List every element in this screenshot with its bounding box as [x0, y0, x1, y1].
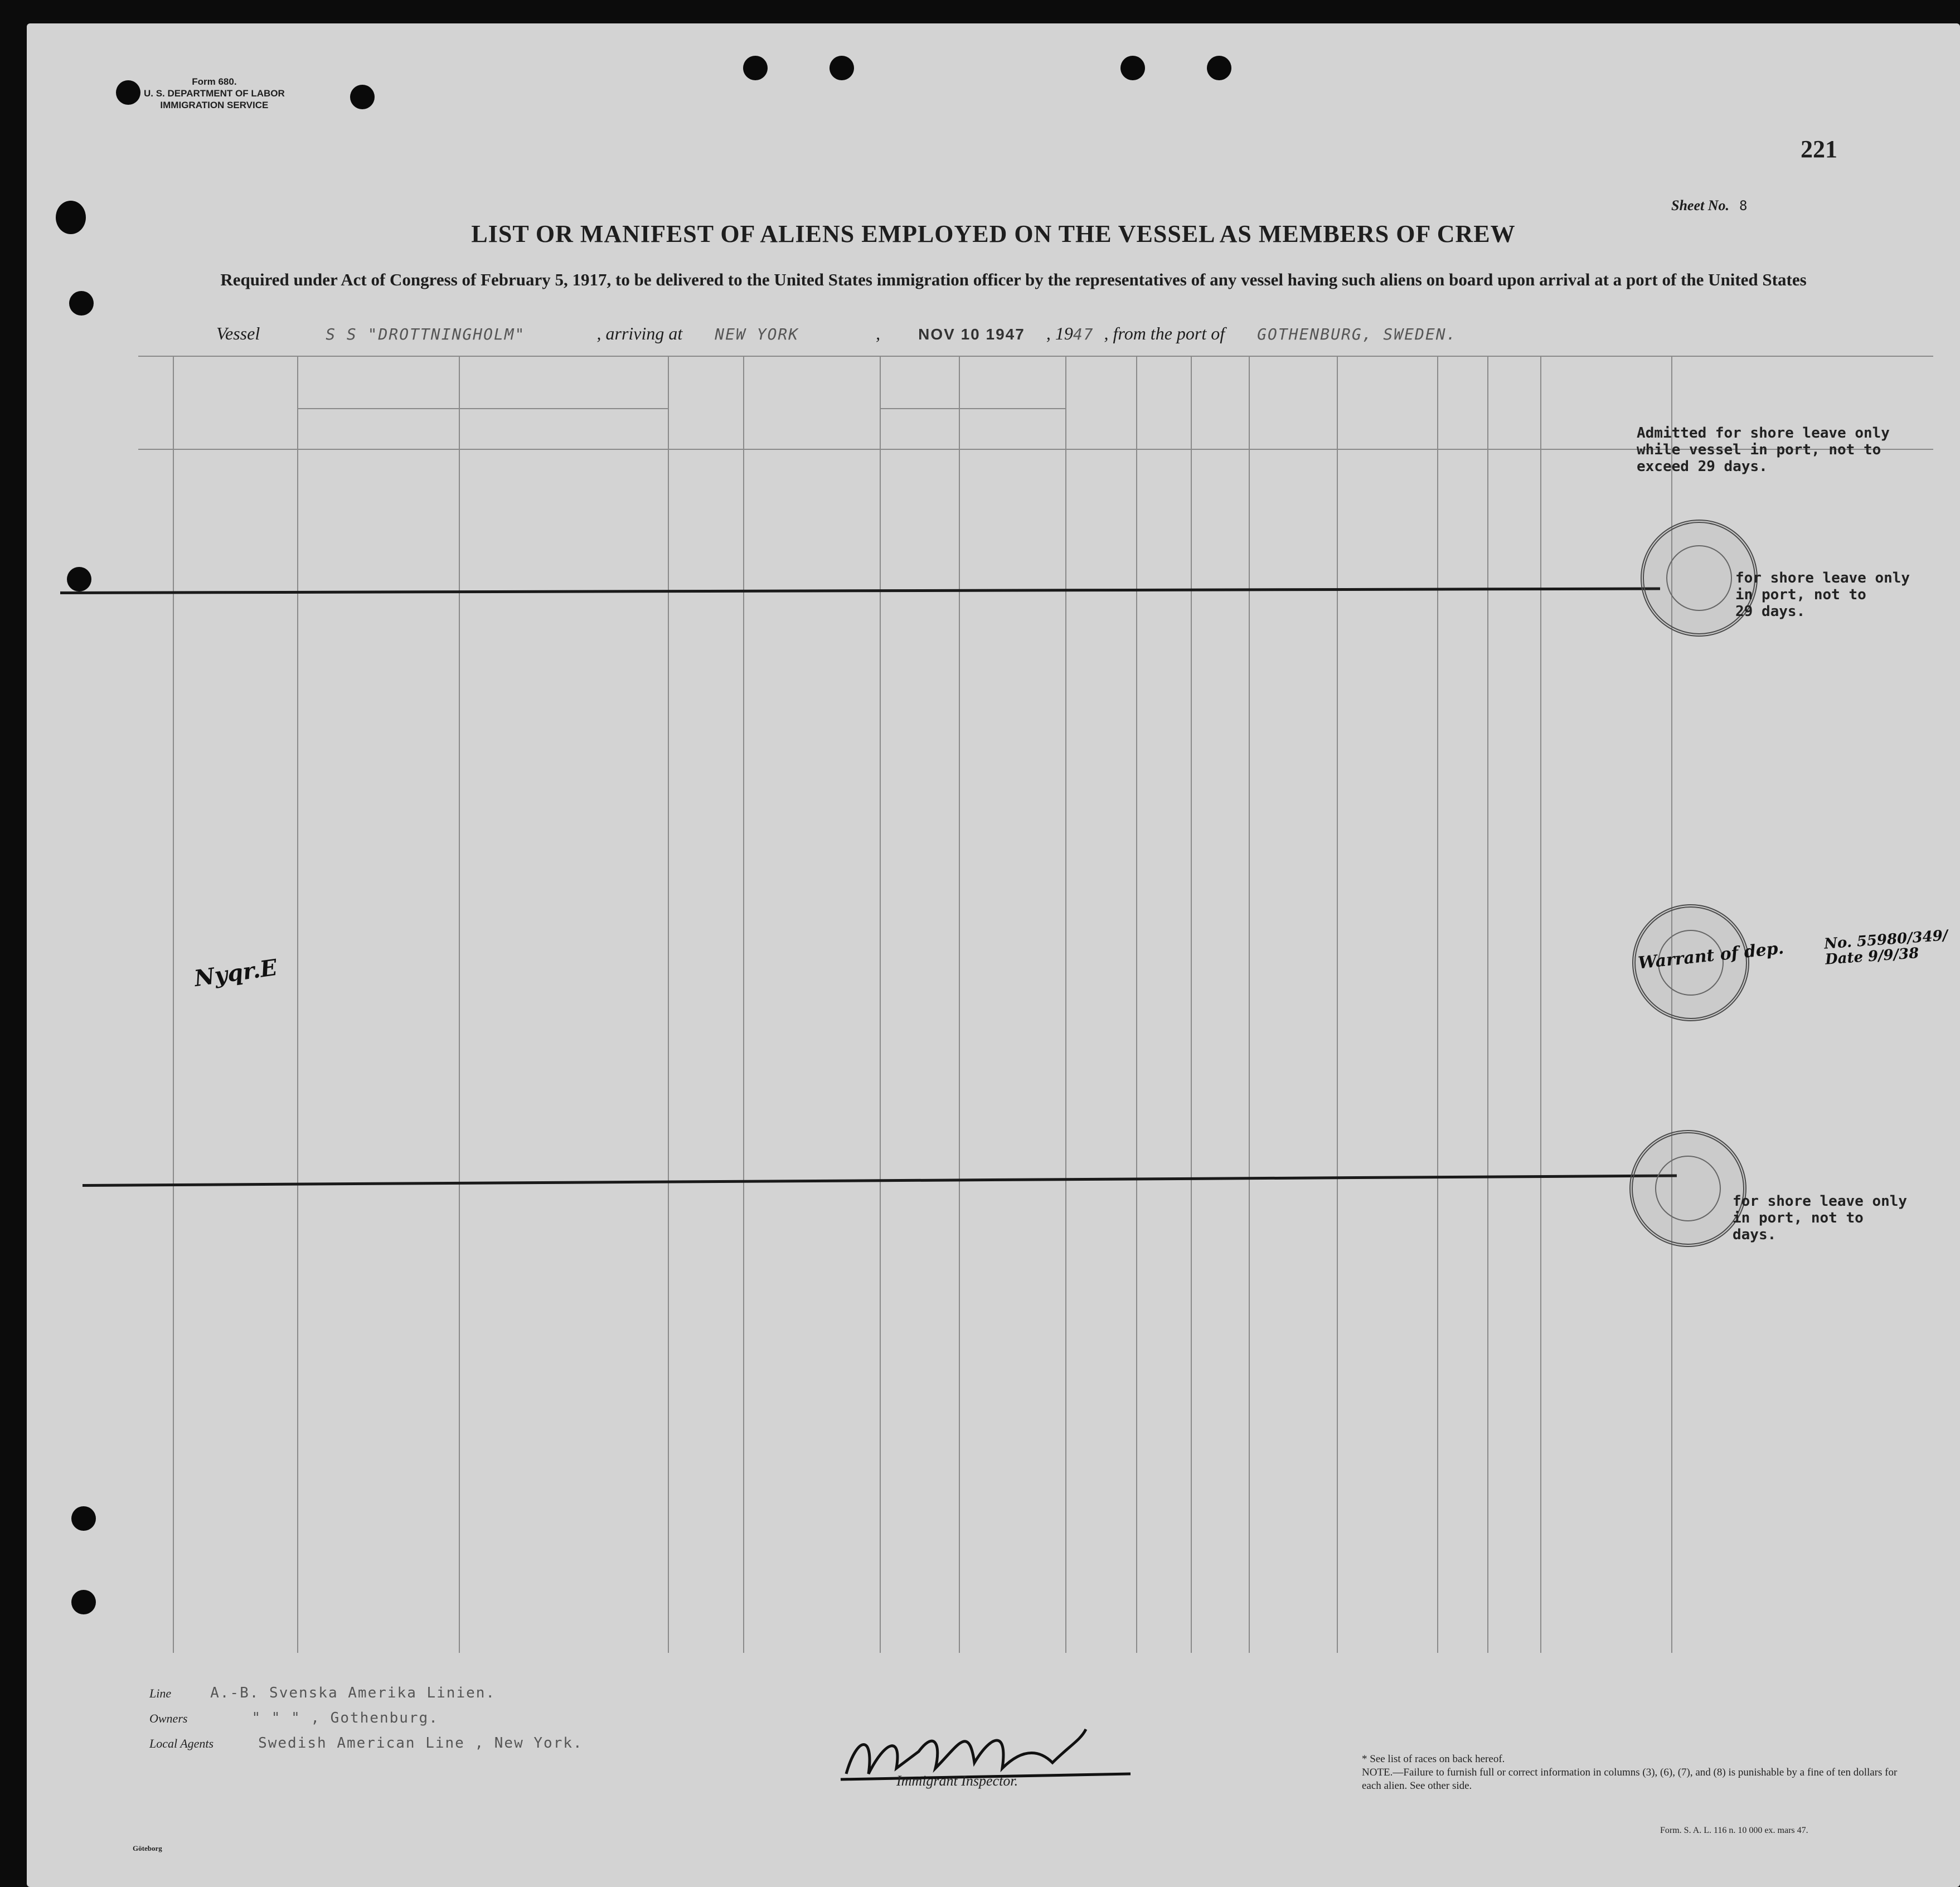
column-rule	[1065, 357, 1066, 1653]
column-rule	[668, 357, 669, 1653]
punch-hole	[69, 291, 94, 316]
column-rule	[1437, 357, 1438, 1653]
annotation-handwritten: Nyqr.E	[192, 954, 279, 992]
punch-hole	[350, 85, 375, 109]
form-header: Form 680. U. S. DEPARTMENT OF LABOR IMMIGRATION SERVICE	[144, 76, 285, 110]
column-rule	[880, 357, 881, 1653]
manifest-sheet	[27, 23, 1960, 1887]
punch-hole	[1120, 56, 1145, 80]
page-number: 221	[1801, 135, 1837, 163]
column-rule	[743, 357, 744, 1653]
punch-hole	[1207, 56, 1231, 80]
failure-note: NOTE.—Failure to furnish full or correct information in columns (3), (6), (7), and (8) is punishable by a fine of ten dollars for each alien. See other side.	[1362, 1767, 1898, 1792]
punch-hole	[116, 80, 140, 105]
form-code: Form. S. A. L. 116 n. 10 000 ex. mars 47.	[1660, 1826, 1808, 1835]
owners-label: Owners " " " , Gothenburg.	[149, 1710, 439, 1726]
printer-mark: Göteborg	[133, 1844, 162, 1852]
column-rule	[297, 357, 298, 1653]
column-rule	[1337, 357, 1338, 1653]
column-rule	[1487, 357, 1488, 1653]
header-rule	[138, 356, 1933, 357]
column-rule	[1136, 357, 1137, 1653]
remark-shore-leave: for shore leave only in port, not to days.	[1733, 1193, 1908, 1243]
column-rule	[1540, 357, 1541, 1653]
vessel-line: Vessel S S "DROTTNINGHOLM" , arriving at NEW YORK , NOV 10 1947 , 1947 , from the port of GOTHENBURG, SWEDEN.	[216, 323, 1457, 343]
column-rule	[459, 357, 460, 1653]
sheet-number: Sheet No. 8	[1671, 197, 1748, 214]
remark-shore-leave: for shore leave only in port, not to 29 days.	[1735, 570, 1910, 620]
inspector-label: Immigrant Inspector.	[896, 1773, 1018, 1789]
column-rule	[1249, 357, 1250, 1653]
document-title: LIST OR MANIFEST OF ALIENS EMPLOYED ON THE VESSEL AS MEMBERS OF CREW	[471, 220, 1516, 248]
column-rule	[959, 357, 960, 1653]
agents-label: Local Agents Swedish American Line , New York.	[149, 1735, 583, 1752]
punch-hole	[71, 1590, 96, 1614]
warrant-note: Warrant of dep.	[1637, 938, 1785, 973]
punch-hole	[829, 56, 854, 80]
subheader-rule	[297, 408, 668, 409]
remark-shore-leave: Admitted for shore leave only while vessel in port, not to exceed 29 days.	[1637, 425, 1890, 475]
punch-hole	[71, 1506, 96, 1531]
consulate-stamp	[1629, 1130, 1746, 1247]
column-rule	[1191, 357, 1192, 1653]
warrant-number: No. 55980/349/ Date 9/9/38	[1823, 927, 1949, 968]
column-rule	[173, 357, 174, 1653]
subheader-rule	[880, 408, 1065, 409]
punch-hole	[67, 567, 91, 591]
line-label: Line A.-B. Svenska Amerika Linien.	[149, 1685, 496, 1701]
punch-hole	[743, 56, 768, 80]
document-subtitle: Required under Act of Congress of February 5, 1917, to be delivered to the United States immigration officer by the representatives of any vessel having such aliens on board upon arrival at a port of the United States	[220, 270, 1807, 289]
races-note: * See list of races on back hereof.	[1362, 1753, 1505, 1765]
